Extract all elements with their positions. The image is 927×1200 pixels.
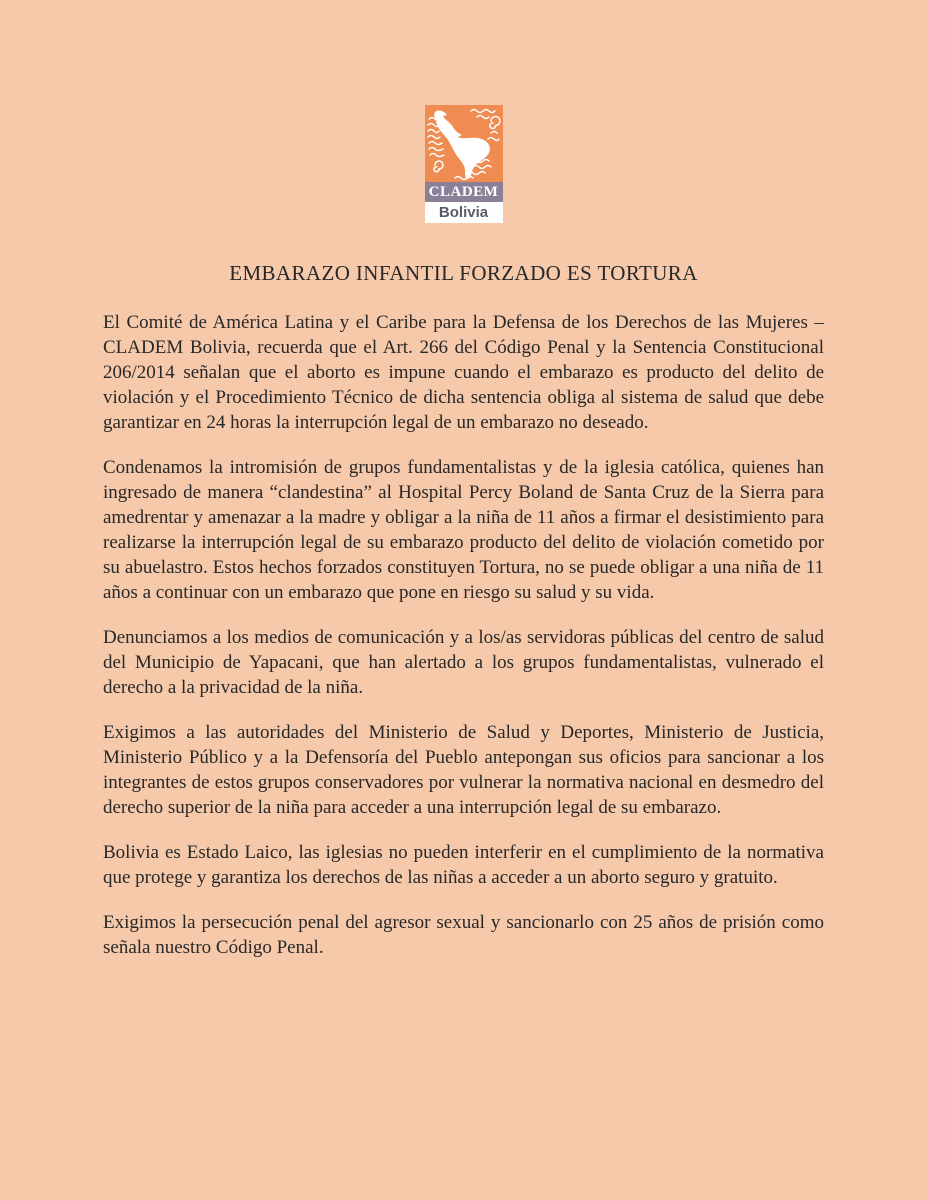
cladem-bolivia-logo [425,105,503,223]
paragraph-demand-prosecution: Exigimos la persecución penal del agresor sexual y sancionarlo con 25 años de prisión como señala nuestro Código Penal. [103,912,824,958]
document-content [103,0,824,960]
paragraph-legal-context: El Comité de América Latina y el Caribe para la Defensa de los Derechos de las Mujeres – CLADEM Bolivia, recuerda que el Art. 266 del Código Penal y la Sentencia Constitucional 206/2014 señalan que el aborto es impune cuando el embarazo es producto del delito de violación y el Procedimiento Técnico de dicha sentencia obliga al sistema de salud que debe garantizar en 24 horas la interrupción legal de un embarazo no deseado. [103,312,824,433]
logo-region-name: Bolivia [425,202,503,223]
latin-america-map-icon [425,105,503,182]
document-body [103,310,824,960]
logo-org-name: CLADEM [425,182,503,202]
paragraph-condemnation: Condenamos la intromisión de grupos fundamentalistas y de la iglesia católica, quienes han ingresado de manera “clandestina” al Hospital Percy Boland de Santa Cruz de la Sierra para amedrentar y amenazar a la madre y obligar a la niña de 11 años a firmar el desistimiento para realizarse la interrupción legal de su embarazo producto del delito de violación cometido por su abuelastro. Estos hechos forzados constituyen Tortura, no se puede obligar a una niña de 11 años a continuar con un embarazo que pone en riesgo su salud y su vida. [103,457,824,603]
paragraph-denouncement-media: Denunciamos a los medios de comunicación y a los/as servidoras públicas del centro de salud del Municipio de Yapacani, que han alertado a los grupos fundamentalistas, vulnerado el derecho a la privacidad de la niña. [103,627,824,698]
document-title: EMBARAZO INFANTIL FORZADO ES TORTURA [229,261,698,285]
paragraph-secular-state: Bolivia es Estado Laico, las iglesias no pueden interferir en el cumplimiento de la normativa que protege y garantiza los derechos de las niñas a acceder a un aborto seguro y gratuito. [103,842,824,888]
paragraph-demand-authorities: Exigimos a las autoridades del Ministerio de Salud y Deportes, Ministerio de Justicia, Ministerio Público y a la Defensoría del Pueblo antepongan sus oficios para sancionar a los integrantes de estos grupos conservadores por vulnerar la normativa nacional en desmedro del derecho superior de la niña para acceder a una interrupción legal de su embarazo. [103,722,824,818]
